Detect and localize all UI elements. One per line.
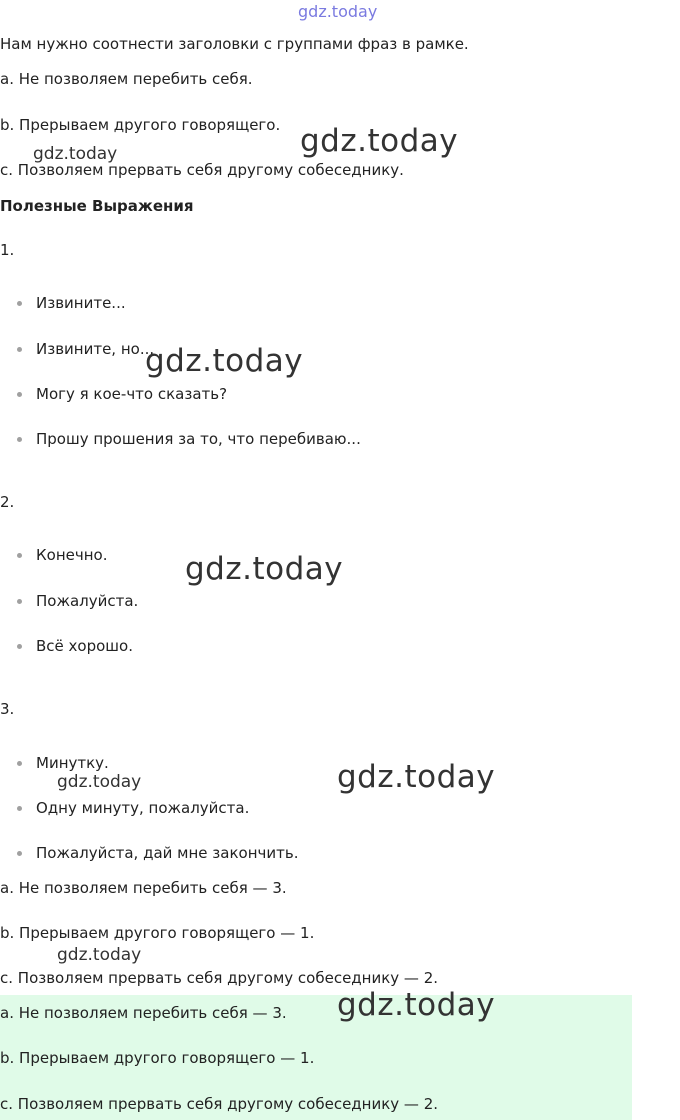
bullet-icon: [17, 806, 22, 811]
list-item: Пожалуйста, дай мне закончить.: [36, 844, 299, 862]
bullet-icon: [17, 644, 22, 649]
watermark-logo: gdz.today: [337, 987, 496, 1023]
watermark-logo: gdz.today: [300, 123, 459, 159]
final-answer-b: b. Прерываем другого говорящего — 1.: [0, 1049, 315, 1067]
bullet-icon: [17, 599, 22, 604]
bullet-icon: [17, 347, 22, 352]
bullet-icon: [17, 761, 22, 766]
final-answer-c: c. Позволяем прервать себя другому собеседнику — 2.: [0, 1095, 439, 1113]
list-item: Могу я кое-что сказать?: [36, 385, 228, 403]
watermark-logo: gdz.today: [57, 945, 142, 965]
group-1-number: 1.: [0, 241, 15, 259]
final-answer-a: a. Не позволяем перебить себя — 3.: [0, 1004, 287, 1022]
list-item: Минутку.: [36, 754, 109, 772]
bullet-icon: [17, 851, 22, 856]
group-2-number: 2.: [0, 493, 15, 511]
list-item: Прошу прошения за то, что перебиваю...: [36, 430, 361, 448]
watermark-logo: gdz.today: [145, 343, 304, 379]
bullet-icon: [17, 553, 22, 558]
bullet-icon: [17, 437, 22, 442]
watermark-logo: gdz.today: [337, 759, 496, 795]
intro-text: Нам нужно соотнести заголовки с группами фраз в рамке.: [0, 35, 469, 53]
list-item: Извините...: [36, 294, 126, 312]
watermark-logo: gdz.today: [57, 772, 142, 792]
watermark-logo: gdz.today: [185, 551, 344, 587]
option-a: a. Не позволяем перебить себя.: [0, 70, 253, 88]
bullet-icon: [17, 301, 22, 306]
list-item: Пожалуйста.: [36, 592, 139, 610]
section-heading: Полезные Выражения: [0, 197, 194, 215]
option-b: b. Прерываем другого говорящего.: [0, 116, 281, 134]
list-item: Одну минуту, пожалуйста.: [36, 799, 250, 817]
answer-b: b. Прерываем другого говорящего — 1.: [0, 924, 315, 942]
option-c: c. Позволяем прервать себя другому собеседнику.: [0, 161, 404, 179]
list-item: Всё хорошо.: [36, 637, 133, 655]
list-item: Конечно.: [36, 546, 108, 564]
group-3-number: 3.: [0, 700, 15, 718]
list-item: Извините, но...: [36, 340, 155, 358]
answer-a: a. Не позволяем перебить себя — 3.: [0, 879, 287, 897]
answer-c: c. Позволяем прервать себя другому собеседнику — 2.: [0, 969, 439, 987]
bullet-icon: [17, 392, 22, 397]
watermark-top: gdz.today: [298, 2, 378, 21]
watermark-logo: gdz.today: [33, 144, 118, 164]
